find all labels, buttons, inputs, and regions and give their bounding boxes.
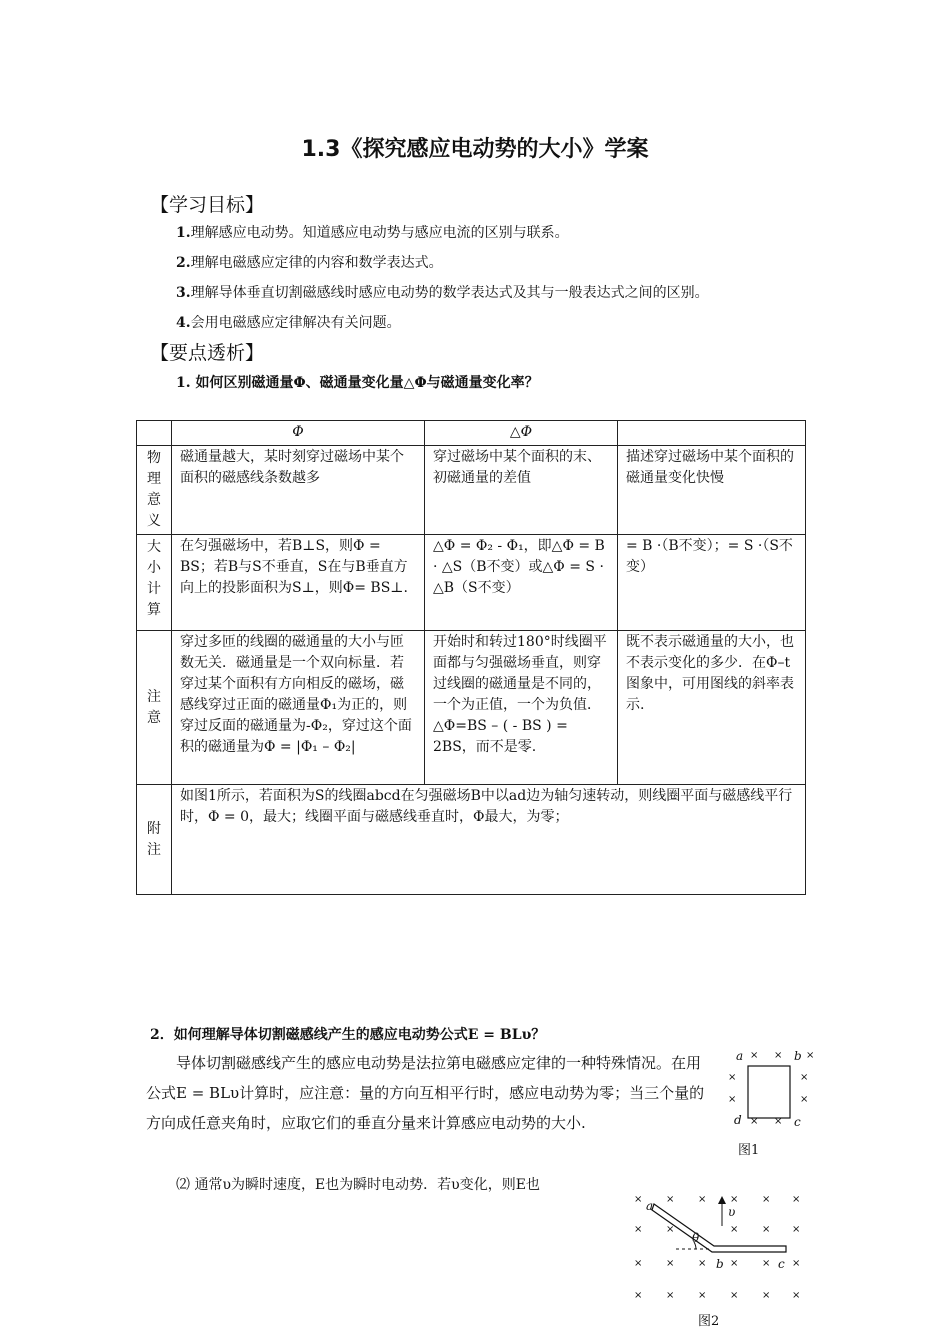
svg-text:×: × bbox=[762, 1290, 771, 1301]
svg-text:×: × bbox=[634, 1194, 643, 1205]
svg-text:×: × bbox=[730, 1290, 739, 1301]
svg-text:×: × bbox=[762, 1194, 771, 1205]
svg-text:×: × bbox=[666, 1224, 675, 1235]
row-label: 大小计算 bbox=[137, 535, 172, 631]
row-label: 物理意义 bbox=[137, 446, 172, 535]
row-label: 附注 bbox=[137, 785, 172, 895]
label-c: c bbox=[778, 1257, 785, 1271]
label-velocity: υ bbox=[728, 1205, 736, 1219]
table-cell: 既不表示磁通量的大小，也不表示变化的多少．在Φ–t图象中，可用图线的斜率表示. bbox=[618, 631, 806, 785]
table-row bbox=[137, 535, 806, 631]
svg-text:×: × bbox=[698, 1194, 707, 1205]
label-d: d bbox=[734, 1113, 742, 1127]
table-header-cell bbox=[137, 421, 172, 446]
table-header-cell: Φ bbox=[172, 421, 425, 446]
goals-heading: 【学习目标】 bbox=[150, 194, 265, 216]
svg-text:×: × bbox=[800, 1094, 809, 1105]
svg-text:×: × bbox=[728, 1094, 737, 1105]
table-cell: △Φ = Φ₂ - Φ₁，即△Φ = B · △S（B不变）或△Φ = S · △B（S不变） bbox=[425, 535, 618, 631]
question-1: 1. 如何区别磁通量Φ、磁通量变化量△Φ与磁通量变化率？ bbox=[176, 375, 539, 391]
flux-comparison-table bbox=[136, 420, 806, 895]
row-label: 注意 bbox=[137, 631, 172, 785]
body-paragraph-2: ⑵ 通常υ为瞬时速度，E也为瞬时电动势．若υ变化，则E也 bbox=[176, 1177, 540, 1193]
page-title: 1.3《探究感应电动势的大小》学案 bbox=[301, 137, 649, 162]
table-row bbox=[137, 785, 806, 895]
question-2: 2．如何理解导体切割磁感线产生的感应电动势公式E = BLυ？ bbox=[150, 1027, 546, 1043]
svg-text:×: × bbox=[800, 1072, 809, 1083]
table-cell: 穿过磁场中某个面积的末、初磁通量的差值 bbox=[425, 446, 618, 535]
svg-text:×: × bbox=[666, 1258, 675, 1269]
svg-text:×: × bbox=[792, 1224, 801, 1235]
svg-text:×: × bbox=[774, 1116, 783, 1127]
figure-2-diagram bbox=[626, 1186, 806, 1304]
coil-rectangle bbox=[748, 1066, 790, 1118]
table-cell: = B ·（B不变）；= S ·（S不变） bbox=[618, 535, 806, 631]
table-cell: 在匀强磁场中，若B⊥S，则Φ = BS；若B与S不垂直，S在与B垂直方向上的投影面积为S⊥，则Φ= BS⊥. bbox=[172, 535, 425, 631]
svg-text:×: × bbox=[730, 1258, 739, 1269]
table-cell: 穿过多匝的线圈的磁通量的大小与匝数无关．磁通量是一个双向标量．若穿过某个面积有方向相反的磁场，磁感线穿过正面的磁通量Φ₁为正的，则穿过反面的磁通量为-Φ₂，穿过这个面积的磁通量为Φ = |Φ₁ – Φ₂| bbox=[172, 631, 425, 785]
label-b: b bbox=[794, 1049, 802, 1063]
svg-text:×: × bbox=[730, 1224, 739, 1235]
svg-text:×: × bbox=[774, 1050, 783, 1061]
svg-text:×: × bbox=[666, 1194, 675, 1205]
svg-text:×: × bbox=[698, 1258, 707, 1269]
label-theta: θ bbox=[692, 1231, 700, 1245]
svg-text:×: × bbox=[750, 1116, 759, 1127]
table-header-cell bbox=[618, 421, 806, 446]
table-header-cell: △Φ bbox=[425, 421, 618, 446]
label-a: a bbox=[646, 1199, 654, 1213]
table-row bbox=[137, 446, 806, 535]
table-header-row bbox=[137, 421, 806, 446]
table-cell: 磁通量越大，某时刻穿过磁场中某个面积的磁感线条数越多 bbox=[172, 446, 425, 535]
svg-text:×: × bbox=[792, 1290, 801, 1301]
svg-text:×: × bbox=[634, 1258, 643, 1269]
table-cell-merged: 如图1所示，若面积为S的线圈abcd在匀强磁场B中以ad边为轴匀速转动，则线圈平面与磁感线平行时，Φ = 0，最大；线圈平面与磁感线垂直时，Φ最大，为零； bbox=[172, 785, 806, 895]
svg-text:×: × bbox=[792, 1258, 801, 1269]
svg-text:×: × bbox=[728, 1072, 737, 1083]
body-paragraph: 导体切割磁感线产生的感应电动势是法拉第电磁感应定律的一种特殊情况。在用公式E = BLυ计算时，应注意：量的方向互相平行时，感应电动势为零；当三个量的方向成任意夹角时，应取它们的垂直分量来计算感应电动势的大小. bbox=[146, 1054, 705, 1132]
svg-text:×: × bbox=[666, 1290, 675, 1301]
svg-text:×: × bbox=[750, 1050, 759, 1061]
label-b: b bbox=[716, 1257, 724, 1271]
goal-item: 3.理解导体垂直切割磁感线时感应电动势的数学表达式及其与一般表达式之间的区别。 bbox=[176, 285, 709, 301]
figure-1-diagram bbox=[722, 1046, 816, 1130]
svg-text:×: × bbox=[806, 1050, 815, 1061]
svg-text:×: × bbox=[634, 1224, 643, 1235]
table-cell: 描述穿过磁场中某个面积的磁通量变化快慢 bbox=[618, 446, 806, 535]
svg-text:×: × bbox=[698, 1290, 707, 1301]
label-a: a bbox=[736, 1049, 744, 1063]
svg-text:×: × bbox=[634, 1290, 643, 1301]
goal-item: 4.会用电磁感应定律解决有关问题。 bbox=[176, 315, 401, 331]
svg-text:×: × bbox=[762, 1258, 771, 1269]
goal-item: 1.理解感应电动势。知道感应电动势与感应电流的区别与联系。 bbox=[176, 225, 569, 241]
figure-1-caption: 图1 bbox=[738, 1143, 760, 1158]
label-c: c bbox=[794, 1115, 801, 1129]
figure-2-caption: 图2 bbox=[698, 1314, 720, 1329]
svg-text:×: × bbox=[792, 1194, 801, 1205]
svg-text:×: × bbox=[762, 1224, 771, 1235]
goal-item: 2.理解电磁感应定律的内容和数学表达式。 bbox=[176, 255, 443, 271]
table-row bbox=[137, 631, 806, 785]
analysis-heading: 【要点透析】 bbox=[150, 342, 265, 364]
svg-text:×: × bbox=[730, 1194, 739, 1205]
table-cell: 开始时和转过180°时线圈平面都与匀强磁场垂直，则穿过线圈的磁通量是不同的，一个为正值，一个为负值．△Φ=BS – ( - BS ) = 2BS，而不是零. bbox=[425, 631, 618, 785]
